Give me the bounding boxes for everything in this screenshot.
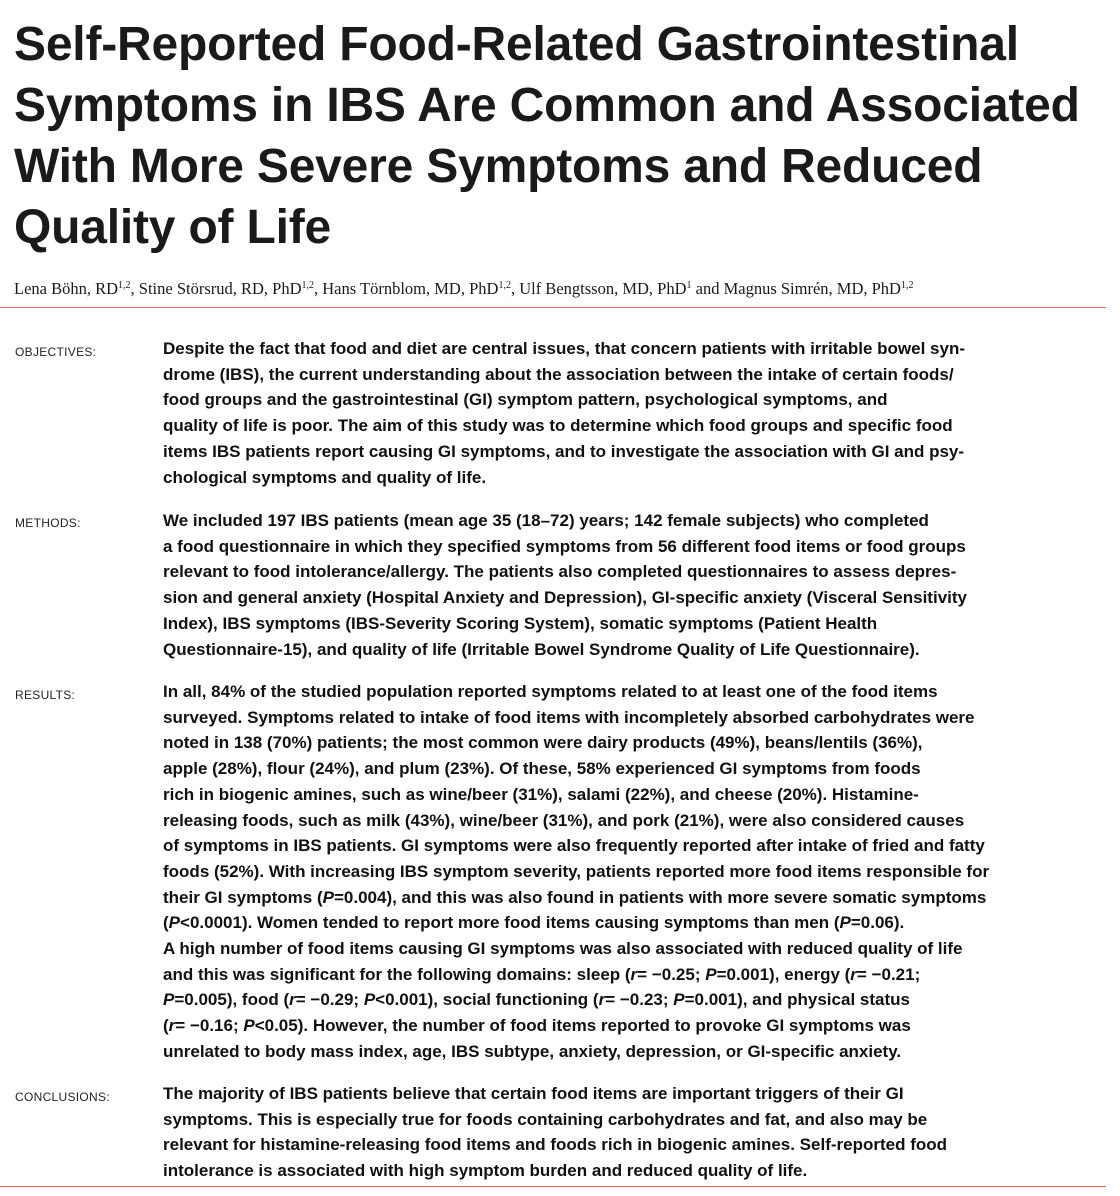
results-label: RESULTS:: [15, 688, 76, 702]
objectives-line: food groups and the gastrointestinal (GI) symptom pattern, psychological symptoms, and: [163, 390, 888, 410]
objectives-line: items IBS patients report causing GI symptoms, and to investigate the association with GI and psy-: [163, 441, 965, 461]
title-line: Self-Reported Food-Related Gastrointestinal: [14, 18, 1019, 71]
objectives-text: [163, 336, 1113, 490]
conclusions-label: CONCLUSIONS:: [15, 1090, 110, 1104]
author-separator: ,: [314, 279, 323, 298]
results-line: unrelated to body mass index, age, IBS subtype, anxiety, depression, or GI-specific anxiety.: [163, 1041, 902, 1061]
objectives-line: Despite the fact that food and diet are central issues, that concern patients with irritable bowel syn-: [163, 339, 965, 358]
objectives-line: quality of life is poor. The aim of this study was to determine which food groups and specific food: [163, 416, 953, 436]
objectives-label: OBJECTIVES:: [15, 345, 97, 359]
objectives-line: chological symptoms and quality of life.: [163, 467, 487, 487]
author-separator: and: [691, 279, 724, 298]
objectives-line: drome (IBS), the current understanding about the association between the intake of certain foods/: [163, 364, 954, 384]
results-line: noted in 138 (70%) patients; the most common were dairy products (49%), beans/lentils (36%),: [163, 733, 923, 753]
results-line: their GI symptoms (P=0.004), and this was also found in patients with more severe somatic symptoms: [163, 887, 987, 907]
results-line: of symptoms in IBS patients. GI symptoms were also frequently reported after intake of fried and fatty: [163, 836, 985, 856]
results-line: P=0.005), food (r= −0.29; P<0.001), social functioning (r= −0.23; P=0.001), and physical status: [163, 990, 910, 1010]
results-line: (P<0.0001). Women tended to report more food items causing symptoms than men (P=0.06).: [163, 913, 905, 933]
author-list: [14, 278, 1114, 300]
author-separator: ,: [130, 279, 139, 298]
results-line: foods (52%). With increasing IBS symptom severity, patients reported more food items responsible for: [163, 861, 990, 881]
results-line: apple (28%), flour (24%), and plum (23%). Of these, 58% experienced GI symptoms from foods: [163, 759, 921, 779]
results-line: and this was significant for the following domains: sleep (r= −0.25; P=0.001), energy (r= −0.21;: [163, 964, 921, 984]
results-line: surveyed. Symptoms related to intake of food items with incompletely absorbed carbohydrates were: [163, 707, 975, 727]
author-affiliation: 1,2: [900, 280, 914, 291]
article-title: [14, 14, 1114, 258]
author-name: Stine Störsrud, RD, PhD: [138, 279, 302, 298]
author-separator: ,: [510, 279, 520, 298]
results-line: rich in biogenic amines, such as wine/beer (31%), salami (22%), and cheese (20%). Histamine-: [163, 784, 919, 804]
author-name: Magnus Simrén, MD, PhD: [723, 279, 901, 298]
conclusions-line: The majority of IBS patients believe that certain food items are important triggers of their GI: [163, 1084, 904, 1103]
methods-line: a food questionnaire in which they specified symptoms from 56 different food items or food groups: [163, 536, 966, 556]
title-line: Quality of Life: [14, 201, 332, 254]
author-affiliation: 1,2: [498, 280, 511, 291]
conclusions-text: [163, 1081, 1113, 1184]
results-line: releasing foods, such as milk (43%), wine/beer (31%), and pork (21%), were also considered causes: [163, 810, 965, 830]
results-line: (r= −0.16; P<0.05). However, the number of food items reported to provoke GI symptoms was: [163, 1016, 911, 1036]
author-affiliation: 1: [686, 280, 692, 291]
header-divider: [0, 307, 1106, 308]
title-line: With More Severe Symptoms and Reduced: [14, 140, 983, 193]
conclusions-line: relevant for histamine-releasing food items and foods rich in biogenic amines. Self-reported food: [163, 1135, 948, 1155]
methods-text: [163, 508, 1113, 662]
methods-line: We included 197 IBS patients (mean age 35 (18–72) years; 142 female subjects) who completed: [163, 511, 929, 530]
author-name: Ulf Bengtsson, MD, PhD: [519, 279, 687, 298]
results-text: [163, 679, 1113, 1065]
methods-line: sion and general anxiety (Hospital Anxiety and Depression), GI-specific anxiety (Visceral Sensitivity: [163, 588, 967, 608]
title-line: Symptoms in IBS Are Common and Associated: [14, 79, 1080, 132]
methods-label: METHODS:: [15, 516, 81, 530]
conclusions-line: intolerance is associated with high symptom burden and reduced quality of life.: [163, 1161, 808, 1181]
conclusions-line: symptoms. This is especially true for foods containing carbohydrates and fat, and also may be: [163, 1109, 928, 1129]
author-affiliation: 1,2: [118, 280, 131, 291]
methods-line: Questionnaire-15), and quality of life (Irritable Bowel Syndrome Quality of Life Questionnaire).: [163, 639, 920, 659]
results-line: In all, 84% of the studied population reported symptoms related to at least one of the food items: [163, 682, 938, 701]
methods-line: Index), IBS symptoms (IBS-Severity Scoring System), somatic symptoms (Patient Health: [163, 613, 878, 633]
author-name: Hans Törnblom, MD, PhD: [322, 279, 499, 298]
author-name: Lena Böhn, RD: [14, 279, 119, 298]
author-affiliation: 1,2: [301, 280, 315, 291]
methods-line: relevant to food intolerance/allergy. The patients also completed questionnaires to assess depres-: [163, 562, 957, 582]
footer-divider: [0, 1186, 1106, 1187]
results-line: A high number of food items causing GI symptoms was also associated with reduced quality of life: [163, 939, 963, 959]
